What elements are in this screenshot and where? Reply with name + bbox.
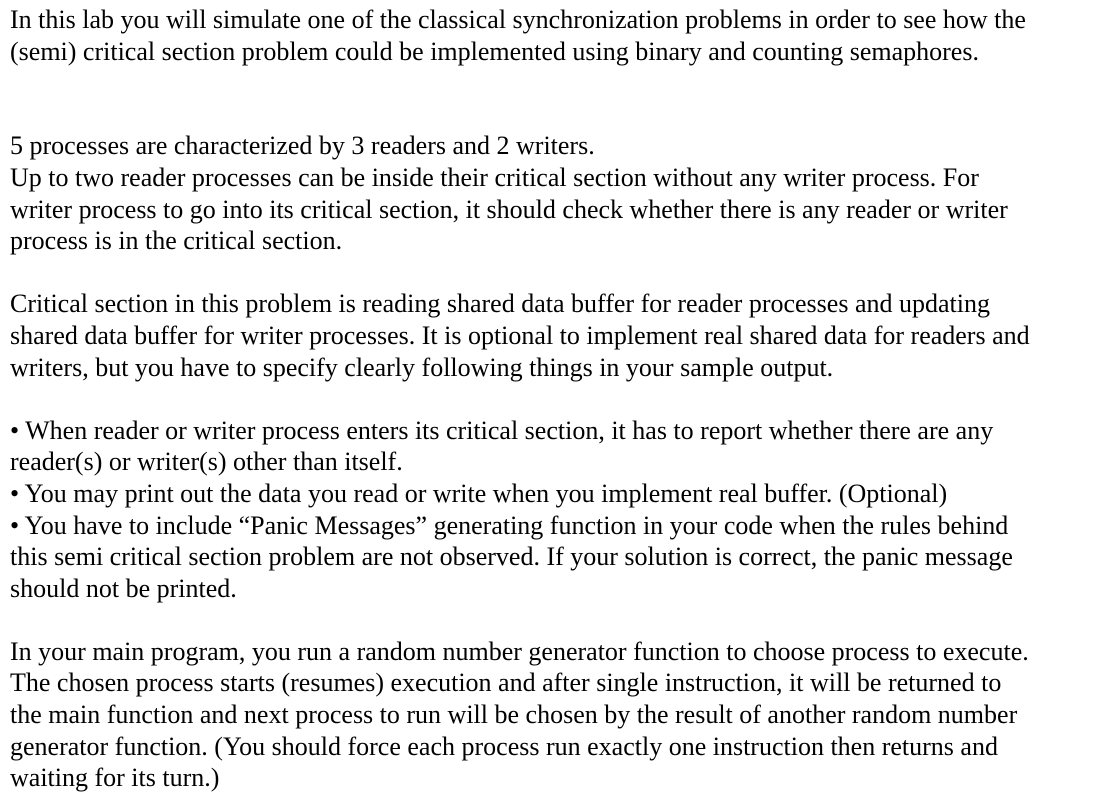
blank-line [10, 67, 1096, 99]
text-line: this semi critical section problem are not observed. If your solution is correct, the panic message [10, 542, 1013, 572]
text-line: process is in the critical section. [10, 226, 343, 256]
text-line: reader(s) or writer(s) other than itself. [10, 447, 403, 477]
text-line: the main function and next process to run will be chosen by the result of another random number [10, 700, 1018, 730]
paragraph-processes [10, 130, 1096, 256]
blank-line [10, 383, 1096, 415]
document-body [10, 4, 1096, 794]
text-line: In your main program, you run a random number generator function to choose process to execute. [10, 636, 1029, 666]
blank-line [10, 257, 1096, 289]
paragraph-main-program [10, 636, 1096, 794]
text-line: Critical section in this problem is reading shared data buffer for reader processes and updating [10, 289, 990, 319]
text-line: (semi) critical section problem could be implemented using binary and counting semaphores. [10, 36, 979, 66]
text-line: waiting for its turn.) [10, 763, 220, 793]
blank-line [10, 99, 1096, 131]
text-line: should not be printed. [10, 573, 237, 603]
text-line: shared data buffer for writer processes. It is optional to implement real shared data for readers and [10, 320, 1030, 350]
text-line: writers, but you have to specify clearly following things in your sample output. [10, 352, 834, 382]
bullet-item: • When reader or writer process enters its critical section, it has to report whether there are any [10, 415, 994, 445]
bullet-list [10, 415, 1096, 605]
paragraph-critical-section [10, 288, 1096, 383]
blank-line [10, 604, 1096, 636]
text-line: Up to two reader processes can be inside their critical section without any writer process. For [10, 162, 979, 192]
bullet-item: • You have to include “Panic Messages” generating function in your code when the rules behind [10, 510, 1009, 540]
bullet-item: • You may print out the data you read or write when you implement real buffer. (Optional) [10, 478, 948, 508]
text-line: writer process to go into its critical section, it should check whether there is any reader or writer [10, 194, 1008, 224]
text-line: The chosen process starts (resumes) execution and after single instruction, it will be returned to [10, 668, 1002, 698]
text-line: In this lab you will simulate one of the classical synchronization problems in order to see how the [10, 5, 1026, 34]
text-line: 5 processes are characterized by 3 readers and 2 writers. [10, 131, 595, 161]
paragraph-intro [10, 4, 1096, 67]
text-line: generator function. (You should force each process run exactly one instruction then returns and [10, 731, 998, 761]
